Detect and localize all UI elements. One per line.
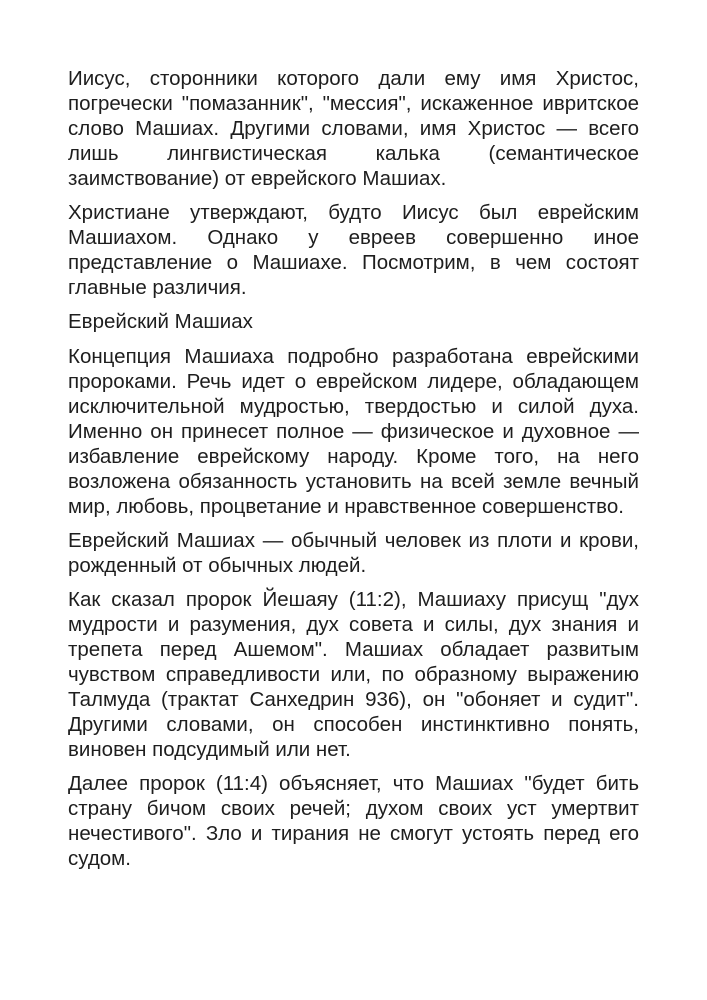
paragraph-yeshayahu-quote: Как сказал пророк Йешаяу (11:2), Машиаху присущ "дух мудрости и разумения, дух совета и силы, дух знания и трепета перед Ашемом". Машиах обладает развитым чувством справедливости или, по образному выражению Талмуда (трактат Санхедрин 936), он "обоняет и судит". Другими словами, он способен инстинктивно понять, виновен подсудимый или нет.: [68, 588, 639, 761]
paragraph-christian-claim: Христиане утверждают, будто Иисус был еврейским Машиахом. Однако у евреев совершенно иное представление о Машиахе. Посмотрим, в чем состоят главные различия.: [68, 201, 639, 299]
paragraph-mashiach-human: Еврейский Машиах — обычный человек из плоти и крови, рожденный от обычных людей.: [68, 529, 639, 577]
section-heading-jewish-mashiach: Еврейский Машиах: [68, 310, 253, 333]
paragraph-mashiach-concept: Концепция Машиаха подробно разработана еврейскими пророками. Речь идет о еврейском лидере, обладающем исключительной мудростью, твердостью и силой духа. Именно он принесет полное — физическое и духовное — избавление еврейскому народу. Кроме того, на него возложена обязанность установить на всей земле вечный мир, любовь, процветание и нравственное совершенство.: [68, 345, 639, 518]
paragraph-christos-origin: Иисус, сторонники которого дали ему имя Христос, погречески "помазанник", "мессия", искаженное ивритское слово Машиах. Другими словами, имя Христос — всего лишь лингвистическая калька (семантическое заимствование) от еврейского Машиах.: [68, 67, 639, 190]
document-body: [68, 66, 639, 880]
paragraph-prophet-explains: Далее пророк (11:4) объясняет, что Машиах "будет бить страну бичом своих речей; духом своих уст умертвит нечестивого". Зло и тирания не смогут устоять перед его судом.: [68, 772, 639, 870]
